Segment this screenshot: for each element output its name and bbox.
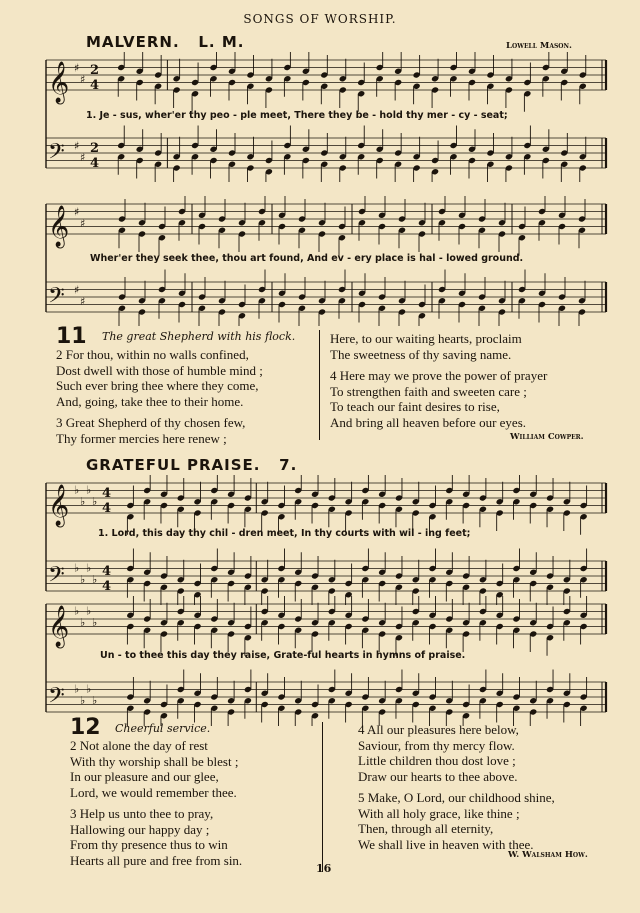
time-signature: 4 bbox=[102, 579, 112, 594]
time-signature: 4 bbox=[102, 486, 112, 501]
time-signature: 4 bbox=[102, 564, 112, 579]
verse-line: Such ever bring thee where they come, bbox=[56, 378, 259, 393]
verse-line: Thy former mercies here renew ; bbox=[56, 430, 227, 446]
sharp-icon: ♯ bbox=[74, 61, 80, 75]
verse-line: 3 Great Shepherd of thy chosen few, bbox=[56, 415, 246, 430]
stanza bbox=[358, 722, 555, 784]
stanza bbox=[70, 738, 242, 800]
verse-line: The sweetness of thy saving name. bbox=[330, 346, 512, 362]
page-number: 16 bbox=[316, 862, 332, 875]
column-divider bbox=[319, 330, 320, 440]
verse-line: 4 Here may we prove the power of prayer bbox=[330, 368, 548, 383]
verse-line: Dost dwell with those of humble mind ; bbox=[56, 362, 263, 378]
tune-title-malvern bbox=[86, 33, 244, 51]
treble-clef-icon: 𝄞 bbox=[48, 485, 70, 526]
lyric-line: 1. Je - sus, wher'er thy peo - ple meet, There they be - hold thy mer - cy - seat; bbox=[86, 110, 508, 121]
flat-icon: ♭ bbox=[74, 561, 80, 575]
verse-line: Hearts all pure and free from sin. bbox=[70, 852, 243, 868]
verse-line: Saviour, from thy mercy flow. bbox=[358, 737, 515, 753]
hymn-number: 11 bbox=[56, 324, 87, 349]
flat-icon: ♭ bbox=[80, 572, 86, 586]
flat-icon: ♭ bbox=[92, 615, 98, 629]
verse-line: With all holy grace, like thine ; bbox=[358, 805, 520, 821]
verse-line: 5 Make, O Lord, our childhood shine, bbox=[358, 790, 555, 805]
verse-line: 4 All our pleasures here below, bbox=[358, 722, 519, 737]
flat-icon: ♭ bbox=[74, 604, 80, 618]
verse-line: To strengthen faith and sweeten care ; bbox=[330, 383, 527, 399]
verse-line: Here, to our waiting hearts, proclaim bbox=[330, 331, 522, 346]
flat-icon: ♭ bbox=[80, 494, 86, 508]
flat-icon: ♭ bbox=[86, 682, 92, 696]
time-signature: 4 bbox=[102, 501, 112, 516]
tune-name: MALVERN. bbox=[86, 33, 180, 51]
sharp-icon: ♯ bbox=[80, 150, 86, 164]
verse-line: 2 For thou, within no walls confined, bbox=[56, 347, 249, 362]
stanza bbox=[330, 368, 547, 430]
verse-line: 2 Not alone the day of rest bbox=[70, 738, 208, 753]
bass-clef-icon: 𝄢 bbox=[48, 139, 65, 170]
stanza bbox=[358, 790, 555, 852]
running-head: SONGS OF WORSHIP. bbox=[243, 12, 397, 26]
tune-meter: 7. bbox=[279, 456, 298, 474]
time-signature: 4 bbox=[90, 78, 100, 93]
verse-column-left bbox=[56, 347, 263, 446]
flat-icon: ♭ bbox=[86, 561, 92, 575]
stanza bbox=[70, 806, 242, 868]
bass-clef-icon: 𝄢 bbox=[48, 562, 65, 593]
sharp-icon: ♯ bbox=[74, 283, 80, 297]
stanza bbox=[56, 347, 263, 409]
verse-line: 3 Help us unto thee to pray, bbox=[70, 806, 214, 821]
verse-column-right bbox=[358, 722, 555, 852]
flat-icon: ♭ bbox=[92, 494, 98, 508]
flat-icon: ♭ bbox=[86, 483, 92, 497]
hymn-subtitle: The great Shepherd with his flock. bbox=[102, 330, 296, 343]
flat-icon: ♭ bbox=[80, 693, 86, 707]
verse-line: Little children thou dost love ; bbox=[358, 753, 516, 768]
tune-name: GRATEFUL PRAISE. bbox=[86, 456, 261, 474]
verse-column-right bbox=[330, 331, 547, 430]
tune-title-grateful-praise bbox=[86, 456, 297, 474]
sharp-icon: ♯ bbox=[80, 72, 86, 86]
lyric-line: Wher'er they seek thee, thou art found, And ev - ery place is hal - lowed ground. bbox=[90, 253, 524, 264]
sharp-icon: ♯ bbox=[80, 216, 86, 230]
bass-clef-icon: 𝄢 bbox=[48, 283, 65, 314]
bass-clef-icon: 𝄢 bbox=[48, 683, 65, 714]
verse-column-left bbox=[70, 738, 242, 868]
verse-line: And bring all heaven before our eyes. bbox=[330, 414, 527, 430]
treble-clef-icon: 𝄞 bbox=[48, 606, 70, 647]
stanza bbox=[330, 331, 547, 362]
flat-icon: ♭ bbox=[80, 615, 86, 629]
treble-clef-icon: 𝄞 bbox=[48, 62, 70, 103]
tune-meter: L. M. bbox=[198, 33, 245, 51]
treble-clef-icon: 𝄞 bbox=[48, 206, 70, 247]
time-signature: 2 bbox=[90, 63, 100, 78]
flat-icon: ♭ bbox=[74, 483, 80, 497]
verse-line: To teach our faint desires to rise, bbox=[330, 399, 500, 414]
author-credit: William Cowper. bbox=[510, 432, 584, 442]
column-divider bbox=[322, 722, 323, 872]
author-credit: W. Walsham How. bbox=[508, 850, 588, 860]
lyric-line: 1. Lord, this day thy chil - dren meet, In thy courts with wil - ing feet; bbox=[98, 528, 471, 539]
verse-line: Lord, we would remember thee. bbox=[70, 784, 237, 800]
composer-credit: Lowell Mason. bbox=[506, 41, 572, 51]
verse-line: Draw our hearts to thee above. bbox=[358, 768, 518, 784]
sharp-icon: ♯ bbox=[74, 205, 80, 219]
time-signature: 4 bbox=[90, 156, 100, 171]
verse-line: And, going, take thee to their home. bbox=[56, 393, 244, 409]
music-system-4 bbox=[40, 596, 610, 726]
verse-line: We shall live in heaven with thee. bbox=[358, 836, 534, 852]
verse-line: In our pleasure and our glee, bbox=[70, 769, 219, 784]
verse-line: Hallowing our happy day ; bbox=[70, 821, 210, 837]
verse-line: Then, through all eternity, bbox=[358, 821, 494, 836]
verse-line: From thy presence thus to win bbox=[70, 837, 228, 852]
sharp-icon: ♯ bbox=[80, 294, 86, 308]
flat-icon: ♭ bbox=[74, 682, 80, 696]
lyric-line: Un - to thee this day they raise, Grate-ful hearts in hymns of praise. bbox=[100, 650, 466, 661]
flat-icon: ♭ bbox=[86, 604, 92, 618]
hymn-subtitle: Cheerful service. bbox=[115, 722, 211, 735]
time-signature: 2 bbox=[90, 141, 100, 156]
music-system-3 bbox=[40, 475, 610, 605]
stanza bbox=[56, 415, 263, 446]
flat-icon: ♭ bbox=[92, 572, 98, 586]
hymn-number: 12 bbox=[70, 715, 101, 740]
verse-line: With thy worship shall be blest ; bbox=[70, 753, 239, 769]
flat-icon: ♭ bbox=[92, 693, 98, 707]
sharp-icon: ♯ bbox=[74, 139, 80, 153]
